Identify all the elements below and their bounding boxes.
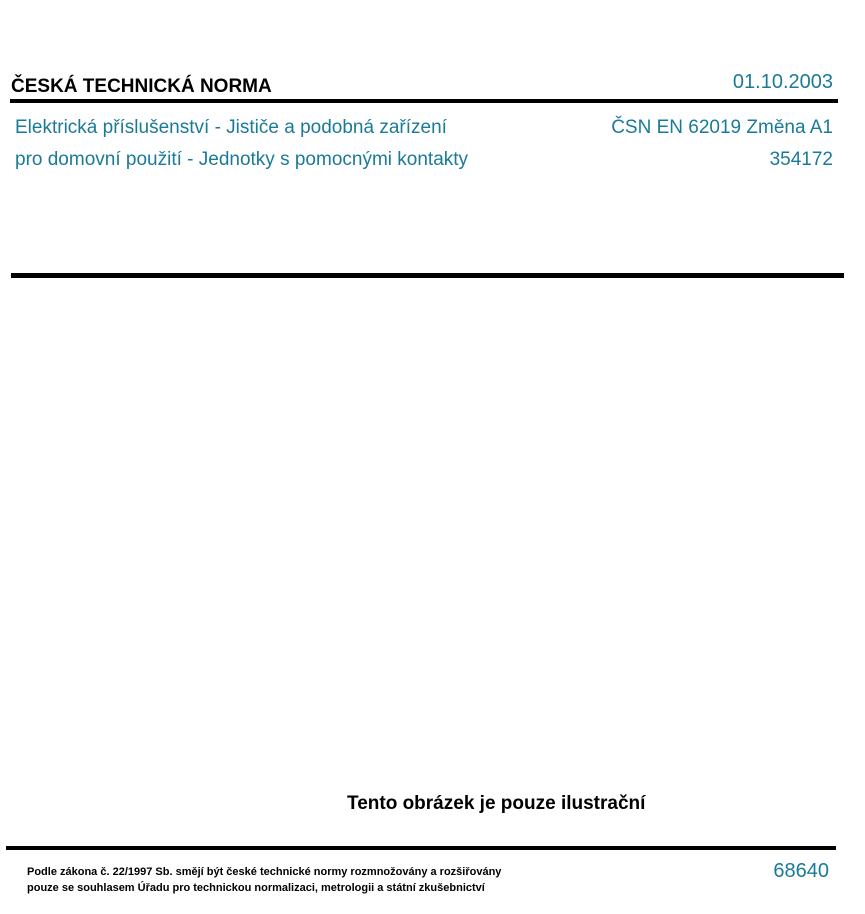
footer-divider [6,846,836,850]
standard-title-line-2: pro domovní použití - Jednotky s pomocnými kontakty [15,149,469,170]
publication-date: 01.10.2003 [732,71,833,93]
document-number: 68640 [773,860,829,882]
legal-notice-line-2: pouze se souhlasem Úřadu pro technickou normalizaci, metrologii a státní zkušebnictví [27,882,485,894]
standard-title-line-1: Elektrická příslušenství - Jističe a podobná zařízení [15,117,447,138]
legal-notice-line-1: Podle zákona č. 22/1997 Sb. smějí být české technické normy rozmnožovány a rozšiřovány [27,866,502,878]
page-heading: ČESKÁ TECHNICKÁ NORMA [11,76,272,97]
standard-designation: ČSN EN 62019 Změna A1 [611,117,833,138]
header-divider [10,99,838,103]
legal-notice [27,864,501,896]
classification-code: 354172 [769,149,833,170]
illustration-notice: Tento obrázek je pouze ilustrační [347,793,646,814]
title-divider [11,273,844,278]
